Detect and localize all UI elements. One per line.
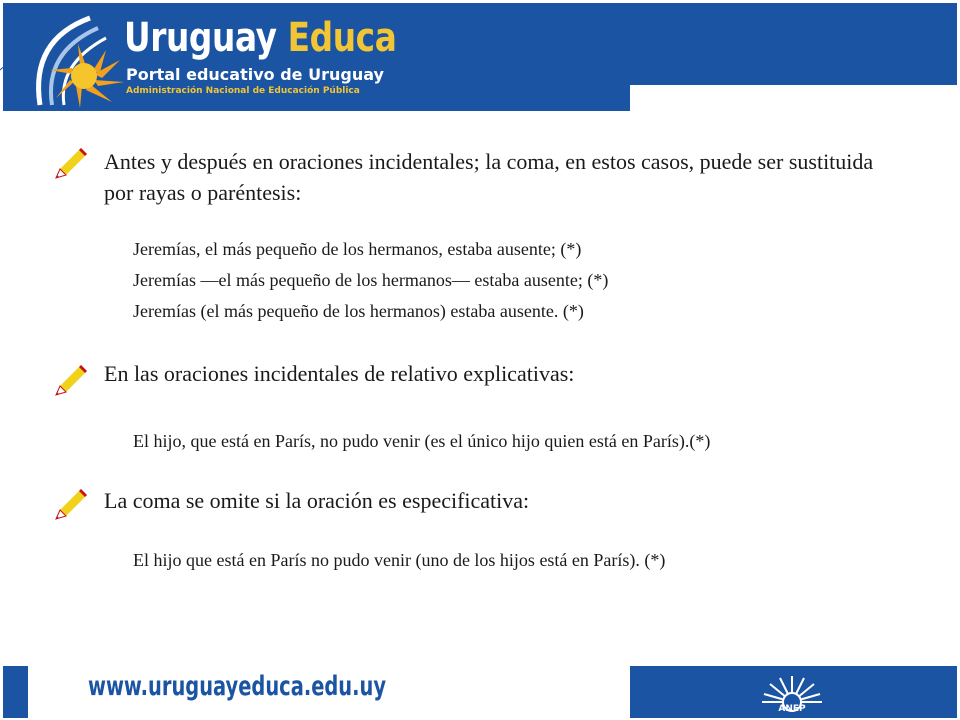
logo-subtitle: Portal educativo de Uruguay xyxy=(126,65,384,84)
logo-title-educa: Educa xyxy=(287,15,397,61)
pencil-icon xyxy=(54,486,88,520)
uruguay-educa-sun-logo xyxy=(20,10,135,110)
logo-title xyxy=(124,14,396,62)
anep-label: ANEP xyxy=(778,704,806,714)
bullet-text: Antes y después en oraciones incidentales; la coma, en estos casos, puede ser sustituida por rayas o paréntesis: xyxy=(104,149,874,205)
example-line: Jeremías, el más pequeño de los hermanos, estaba ausente; (*) xyxy=(133,239,582,259)
bullet-text: En las oraciones incidentales de relativo explicativas: xyxy=(104,361,575,386)
example-line: El hijo, que está en París, no pudo venir (es el único hijo quien está en París).(*) xyxy=(133,431,711,451)
example-line: Jeremías (el más pequeño de los hermanos) estaba ausente. (*) xyxy=(133,301,584,321)
logo-title-uruguay: Uruguay xyxy=(124,15,277,61)
example-line: Jeremías —el más pequeño de los hermanos— estaba ausente; (*) xyxy=(133,270,609,290)
pencil-icon xyxy=(54,362,88,396)
header-white-tab xyxy=(630,85,960,115)
pencil-icon xyxy=(54,145,88,179)
logo-tagline: Administración Nacional de Educación Pública xyxy=(126,86,360,96)
example-line: El hijo que está en París no pudo venir (uno de los hijos está en París). (*) xyxy=(133,550,666,570)
footer-top-line xyxy=(3,666,28,668)
bullet-text: La coma se omite si la oración es especificativa: xyxy=(104,488,530,513)
footer-url-link[interactable]: www.uruguayeduca.edu.uy xyxy=(88,671,387,702)
